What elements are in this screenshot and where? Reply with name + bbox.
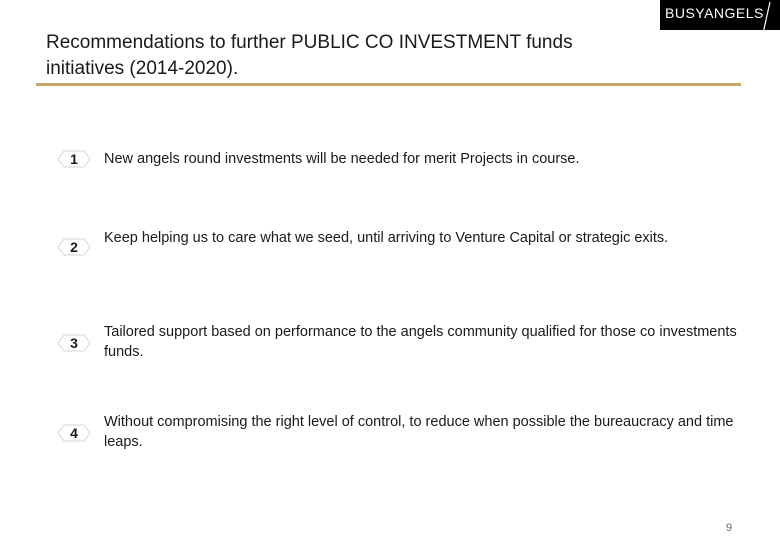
number-label: 4 (70, 425, 78, 441)
number-label: 3 (70, 335, 78, 351)
number-label: 1 (70, 151, 78, 167)
recommendation-text: Keep helping us to care what we seed, until arriving to Venture Capital or strategic exits. (104, 230, 669, 246)
title-divider (36, 83, 741, 86)
logo-text: BUSYANGELS (665, 5, 764, 21)
number-badge (56, 333, 92, 353)
page-number: 9 (726, 522, 733, 534)
page-title-line-1: Recommendations to further PUBLIC CO INVESTMENT funds (46, 32, 573, 53)
number-label: 2 (70, 239, 78, 255)
number-badge (56, 149, 92, 169)
busyangels-logo (660, 0, 780, 30)
recommendation-text: New angels round investments will be needed for merit Projects in course. (104, 151, 580, 167)
number-badge (56, 237, 92, 257)
logo-slash-mark (756, 0, 776, 30)
recommendation-text: Tailored support based on performance to the angels community qualified for those co investments funds. (104, 324, 737, 360)
number-badge (56, 423, 92, 443)
page-title-line-2: initiatives (2014-2020). (46, 58, 239, 79)
page-title (46, 30, 686, 82)
recommendation-text: Without compromising the right level of control, to reduce when possible the bureaucracy and time leaps. (104, 414, 734, 450)
